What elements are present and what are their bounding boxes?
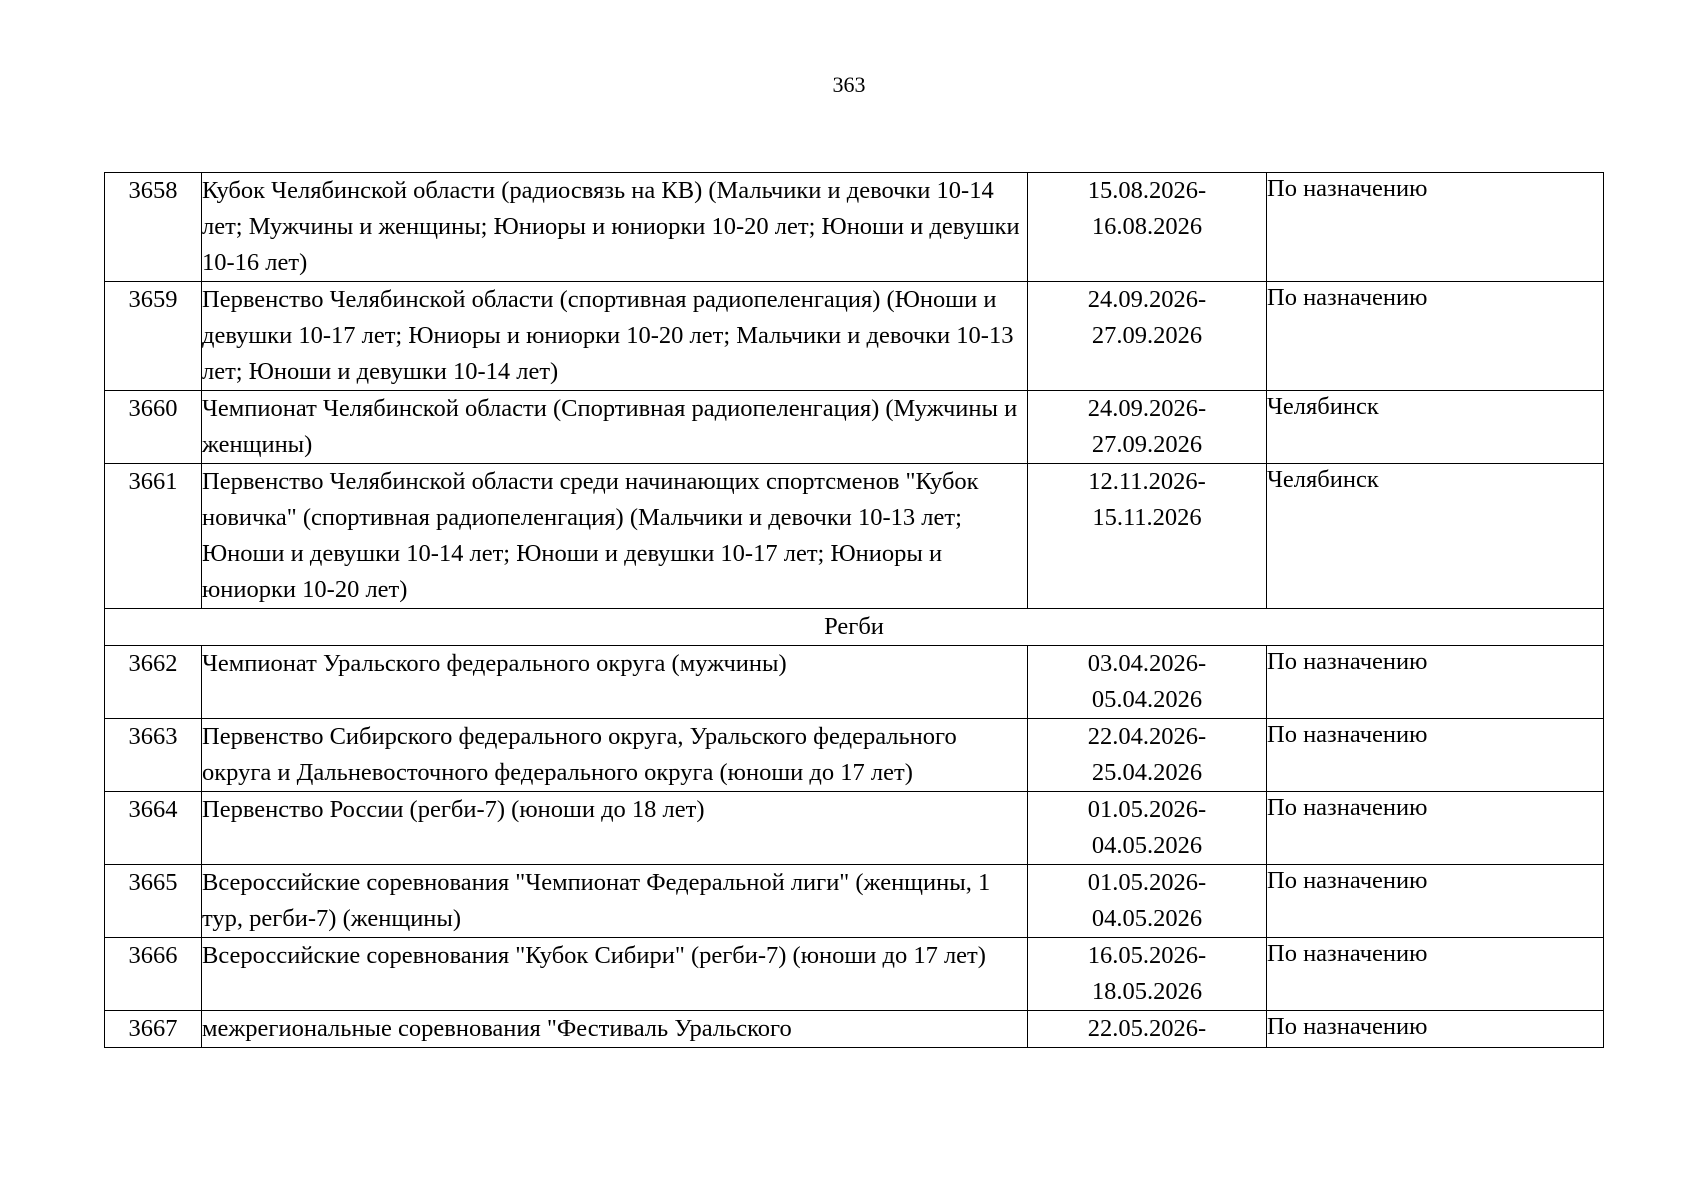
event-name: Первенство Челябинской области среди начинающих спортсменов "Кубок новичка" (спортивная радиопеленгация) (Мальчики и девочки 10-13 лет; Юноши и девушки 10-14 лет; Юноши и девушки 10-17 лет; Юниоры и юниорки 10-20 лет): [202, 464, 1028, 609]
event-dates: [1028, 464, 1267, 609]
event-place: По назначению: [1267, 938, 1604, 1011]
event-name: Первенство Сибирского федерального округа, Уральского федерального округа и Дальневосточного федерального округа (юноши до 17 лет): [202, 719, 1028, 792]
event-name: Всероссийские соревнования "Кубок Сибири" (регби-7) (юноши до 17 лет): [202, 938, 1028, 1011]
section-row: [105, 609, 1604, 646]
table-row: [105, 865, 1604, 938]
date-start: 03.04.2026-: [1087, 650, 1207, 677]
table-row: [105, 173, 1604, 282]
row-number: 3666: [105, 938, 202, 1011]
row-number: 3664: [105, 792, 202, 865]
table-row: [105, 282, 1604, 391]
date-start: 24.09.2026-: [1087, 286, 1207, 313]
date-start: 22.04.2026-: [1087, 723, 1207, 750]
date-end: 16.08.2026: [1091, 213, 1203, 240]
events-table: [104, 172, 1604, 1048]
event-place: По назначению: [1267, 792, 1604, 865]
date-end: 18.05.2026: [1091, 978, 1203, 1005]
event-name: Чемпионат Челябинской области (Спортивная радиопеленгация) (Мужчины и женщины): [202, 391, 1028, 464]
date-start: 01.05.2026-: [1087, 869, 1207, 896]
event-dates: [1028, 646, 1267, 719]
event-place: Челябинск: [1267, 391, 1604, 464]
section-title: Регби: [105, 609, 1604, 646]
row-number: 3658: [105, 173, 202, 282]
event-name: Кубок Челябинской области (радиосвязь на КВ) (Мальчики и девочки 10-14 лет; Мужчины и женщины; Юниоры и юниорки 10-20 лет; Юноши и девушки 10-16 лет): [202, 173, 1028, 282]
event-dates: [1028, 173, 1267, 282]
event-dates: [1028, 1011, 1267, 1048]
event-place: Челябинск: [1267, 464, 1604, 609]
table-row: [105, 464, 1604, 609]
event-place: По назначению: [1267, 1011, 1604, 1048]
event-dates: [1028, 391, 1267, 464]
event-name: межрегиональные соревнования "Фестиваль Уральского: [202, 1011, 1028, 1048]
event-name: Первенство Челябинской области (спортивная радиопеленгация) (Юноши и девушки 10-17 лет; Юниоры и юниорки 10-20 лет; Мальчики и девочки 10-13 лет; Юноши и девушки 10-14 лет): [202, 282, 1028, 391]
row-number: 3667: [105, 1011, 202, 1048]
date-end: 15.11.2026: [1092, 504, 1202, 531]
date-end: 04.05.2026: [1091, 832, 1203, 859]
table-row: [105, 792, 1604, 865]
date-start: 16.05.2026-: [1087, 942, 1207, 969]
row-number: 3659: [105, 282, 202, 391]
event-name: Чемпионат Уральского федерального округа (мужчины): [202, 646, 1028, 719]
row-number: 3661: [105, 464, 202, 609]
event-dates: [1028, 792, 1267, 865]
date-start: 22.05.2026-: [1087, 1015, 1207, 1042]
row-number: 3663: [105, 719, 202, 792]
date-end: 27.09.2026: [1091, 322, 1203, 349]
date-end: 27.09.2026: [1091, 431, 1203, 458]
event-dates: [1028, 865, 1267, 938]
table-row: [105, 938, 1604, 1011]
event-place: По назначению: [1267, 865, 1604, 938]
date-start: 01.05.2026-: [1087, 796, 1207, 823]
event-dates: [1028, 938, 1267, 1011]
row-number: 3662: [105, 646, 202, 719]
page-number: 363: [832, 72, 866, 97]
event-name: Первенство России (регби-7) (юноши до 18 лет): [202, 792, 1028, 865]
event-place: По назначению: [1267, 646, 1604, 719]
table-row: [105, 646, 1604, 719]
event-name: Всероссийские соревнования "Чемпионат Федеральной лиги" (женщины, 1 тур, регби-7) (женщины): [202, 865, 1028, 938]
event-place: По назначению: [1267, 719, 1604, 792]
event-dates: [1028, 282, 1267, 391]
table-row: [105, 719, 1604, 792]
event-place: По назначению: [1267, 173, 1604, 282]
event-place: По назначению: [1267, 282, 1604, 391]
date-start: 15.08.2026-: [1087, 177, 1207, 204]
table-row: [105, 391, 1604, 464]
date-end: 05.04.2026: [1091, 686, 1203, 713]
date-end: 04.05.2026: [1091, 905, 1203, 932]
date-end: 25.04.2026: [1091, 759, 1203, 786]
date-start: 24.09.2026-: [1087, 395, 1207, 422]
row-number: 3660: [105, 391, 202, 464]
date-start: 12.11.2026-: [1088, 468, 1206, 495]
event-dates: [1028, 719, 1267, 792]
row-number: 3665: [105, 865, 202, 938]
table-row: [105, 1011, 1604, 1048]
